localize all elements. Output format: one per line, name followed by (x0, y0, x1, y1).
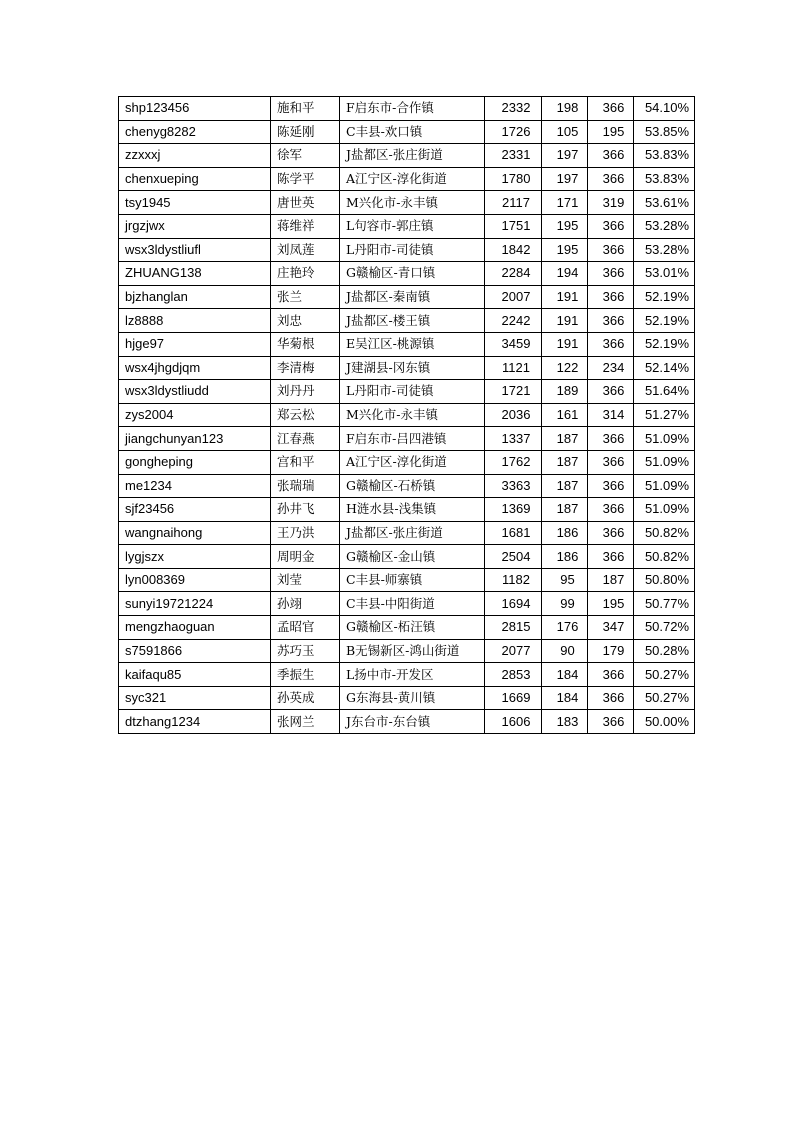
cell-count: 176 (542, 616, 588, 640)
cell-rate: 51.64% (634, 380, 695, 404)
cell-rate: 53.61% (634, 191, 695, 215)
table-row (119, 144, 695, 168)
cell-rate: 50.80% (634, 568, 695, 592)
cell-count: 183 (542, 710, 588, 734)
cell-rate: 51.09% (634, 498, 695, 522)
cell-username: tsy1945 (119, 191, 271, 215)
cell-rate: 50.82% (634, 521, 695, 545)
cell-total: 366 (588, 238, 634, 262)
cell-rate: 53.01% (634, 262, 695, 286)
cell-area: F启东市-吕四港镇 (340, 427, 485, 451)
cell-username: hjge97 (119, 332, 271, 356)
cell-count: 195 (542, 238, 588, 262)
cell-count: 184 (542, 663, 588, 687)
cell-username: wangnaihong (119, 521, 271, 545)
cell-username: syc321 (119, 686, 271, 710)
cell-name: 施和平 (271, 97, 340, 121)
cell-name: 郑云松 (271, 403, 340, 427)
cell-count: 195 (542, 214, 588, 238)
cell-name: 刘忠 (271, 309, 340, 333)
cell-score: 1669 (485, 686, 542, 710)
cell-name: 徐军 (271, 144, 340, 168)
cell-count: 197 (542, 144, 588, 168)
cell-name: 陈学平 (271, 167, 340, 191)
cell-rate: 53.83% (634, 167, 695, 191)
cell-score: 3459 (485, 332, 542, 356)
cell-name: 蒋维祥 (271, 214, 340, 238)
cell-username: bjzhanglan (119, 285, 271, 309)
cell-username: jrgzjwx (119, 214, 271, 238)
cell-count: 187 (542, 450, 588, 474)
cell-name: 张兰 (271, 285, 340, 309)
cell-total: 366 (588, 309, 634, 333)
cell-score: 1751 (485, 214, 542, 238)
cell-rate: 54.10% (634, 97, 695, 121)
cell-area: A江宁区-淳化街道 (340, 167, 485, 191)
cell-total: 366 (588, 262, 634, 286)
cell-count: 186 (542, 545, 588, 569)
cell-score: 1721 (485, 380, 542, 404)
table-row (119, 545, 695, 569)
cell-rate: 53.83% (634, 144, 695, 168)
cell-username: zzxxxj (119, 144, 271, 168)
cell-rate: 53.28% (634, 238, 695, 262)
table-row (119, 498, 695, 522)
table-row (119, 686, 695, 710)
cell-username: gongheping (119, 450, 271, 474)
cell-total: 187 (588, 568, 634, 592)
cell-total: 366 (588, 545, 634, 569)
table-row (119, 356, 695, 380)
cell-total: 347 (588, 616, 634, 640)
cell-count: 187 (542, 474, 588, 498)
cell-username: dtzhang1234 (119, 710, 271, 734)
cell-name: 孙翊 (271, 592, 340, 616)
cell-area: E吴江区-桃源镇 (340, 332, 485, 356)
table-row (119, 262, 695, 286)
cell-name: 季振生 (271, 663, 340, 687)
cell-score: 2007 (485, 285, 542, 309)
cell-total: 366 (588, 167, 634, 191)
table-row (119, 592, 695, 616)
cell-score: 1121 (485, 356, 542, 380)
table-row (119, 403, 695, 427)
cell-count: 191 (542, 332, 588, 356)
cell-count: 95 (542, 568, 588, 592)
cell-score: 2077 (485, 639, 542, 663)
cell-rate: 52.19% (634, 309, 695, 333)
cell-rate: 53.85% (634, 120, 695, 144)
cell-username: me1234 (119, 474, 271, 498)
cell-area: G东海县-黄川镇 (340, 686, 485, 710)
table-row (119, 663, 695, 687)
cell-name: 刘凤莲 (271, 238, 340, 262)
cell-username: ZHUANG138 (119, 262, 271, 286)
cell-username: sjf23456 (119, 498, 271, 522)
cell-rate: 51.09% (634, 427, 695, 451)
cell-username: lyn008369 (119, 568, 271, 592)
cell-total: 366 (588, 686, 634, 710)
cell-area: M兴化市-永丰镇 (340, 191, 485, 215)
cell-count: 184 (542, 686, 588, 710)
cell-count: 105 (542, 120, 588, 144)
cell-username: jiangchunyan123 (119, 427, 271, 451)
table-row (119, 97, 695, 121)
cell-area: M兴化市-永丰镇 (340, 403, 485, 427)
cell-name: 孙井飞 (271, 498, 340, 522)
cell-name: 苏巧玉 (271, 639, 340, 663)
cell-area: J建湖县-冈东镇 (340, 356, 485, 380)
cell-total: 366 (588, 144, 634, 168)
cell-score: 1337 (485, 427, 542, 451)
cell-score: 2332 (485, 97, 542, 121)
table-row (119, 710, 695, 734)
cell-area: G赣榆区-柘汪镇 (340, 616, 485, 640)
cell-score: 2331 (485, 144, 542, 168)
cell-total: 366 (588, 663, 634, 687)
cell-username: sunyi19721224 (119, 592, 271, 616)
cell-name: 李清梅 (271, 356, 340, 380)
cell-score: 2815 (485, 616, 542, 640)
table-row (119, 120, 695, 144)
cell-name: 孙英成 (271, 686, 340, 710)
cell-total: 366 (588, 214, 634, 238)
cell-area: A江宁区-淳化街道 (340, 450, 485, 474)
cell-username: lygjszx (119, 545, 271, 569)
cell-rate: 50.82% (634, 545, 695, 569)
cell-count: 191 (542, 309, 588, 333)
cell-area: J盐都区-楼王镇 (340, 309, 485, 333)
cell-count: 187 (542, 498, 588, 522)
cell-score: 1762 (485, 450, 542, 474)
cell-total: 314 (588, 403, 634, 427)
cell-username: s7591866 (119, 639, 271, 663)
cell-name: 江春燕 (271, 427, 340, 451)
table-row (119, 427, 695, 451)
table-row (119, 214, 695, 238)
cell-total: 366 (588, 97, 634, 121)
cell-total: 195 (588, 592, 634, 616)
table-row (119, 380, 695, 404)
cell-rate: 51.09% (634, 474, 695, 498)
cell-username: wsx3ldystliudd (119, 380, 271, 404)
table-row (119, 332, 695, 356)
cell-score: 1606 (485, 710, 542, 734)
cell-score: 2504 (485, 545, 542, 569)
cell-name: 宫和平 (271, 450, 340, 474)
cell-area: J盐都区-秦南镇 (340, 285, 485, 309)
cell-area: F启东市-合作镇 (340, 97, 485, 121)
table-row (119, 309, 695, 333)
cell-score: 1182 (485, 568, 542, 592)
table-row (119, 616, 695, 640)
cell-rate: 51.09% (634, 450, 695, 474)
cell-rate: 50.77% (634, 592, 695, 616)
cell-username: chenyg8282 (119, 120, 271, 144)
cell-count: 171 (542, 191, 588, 215)
cell-area: C丰县-师寨镇 (340, 568, 485, 592)
table-body (119, 97, 695, 734)
table-row (119, 521, 695, 545)
cell-count: 189 (542, 380, 588, 404)
cell-score: 1369 (485, 498, 542, 522)
cell-area: G赣榆区-金山镇 (340, 545, 485, 569)
cell-area: J盐都区-张庄街道 (340, 144, 485, 168)
cell-total: 234 (588, 356, 634, 380)
cell-username: wsx3ldystliufl (119, 238, 271, 262)
cell-username: kaifaqu85 (119, 663, 271, 687)
cell-total: 366 (588, 450, 634, 474)
cell-username: chenxueping (119, 167, 271, 191)
cell-area: G赣榆区-青口镇 (340, 262, 485, 286)
table-row (119, 474, 695, 498)
ranking-table (118, 96, 695, 734)
cell-area: G赣榆区-石桥镇 (340, 474, 485, 498)
cell-name: 刘莹 (271, 568, 340, 592)
cell-name: 陈延刚 (271, 120, 340, 144)
cell-name: 唐世英 (271, 191, 340, 215)
table-row (119, 191, 695, 215)
cell-score: 3363 (485, 474, 542, 498)
cell-score: 1842 (485, 238, 542, 262)
cell-name: 孟昭官 (271, 616, 340, 640)
cell-rate: 52.14% (634, 356, 695, 380)
cell-total: 366 (588, 498, 634, 522)
cell-total: 366 (588, 427, 634, 451)
table-row (119, 639, 695, 663)
cell-total: 319 (588, 191, 634, 215)
cell-score: 2284 (485, 262, 542, 286)
table-row (119, 568, 695, 592)
cell-rate: 51.27% (634, 403, 695, 427)
table-row (119, 167, 695, 191)
cell-area: H涟水县-浅集镇 (340, 498, 485, 522)
cell-total: 366 (588, 332, 634, 356)
cell-count: 186 (542, 521, 588, 545)
cell-rate: 50.27% (634, 686, 695, 710)
cell-name: 张瑞瑞 (271, 474, 340, 498)
cell-count: 197 (542, 167, 588, 191)
cell-total: 366 (588, 380, 634, 404)
cell-area: J东台市-东台镇 (340, 710, 485, 734)
cell-area: L扬中市-开发区 (340, 663, 485, 687)
cell-count: 90 (542, 639, 588, 663)
cell-area: L句容市-郭庄镇 (340, 214, 485, 238)
cell-count: 99 (542, 592, 588, 616)
cell-name: 庄艳玲 (271, 262, 340, 286)
cell-total: 366 (588, 474, 634, 498)
cell-count: 194 (542, 262, 588, 286)
cell-score: 2853 (485, 663, 542, 687)
cell-total: 366 (588, 710, 634, 734)
cell-count: 191 (542, 285, 588, 309)
cell-username: shp123456 (119, 97, 271, 121)
cell-count: 187 (542, 427, 588, 451)
cell-score: 1780 (485, 167, 542, 191)
cell-username: zys2004 (119, 403, 271, 427)
cell-area: C丰县-中阳街道 (340, 592, 485, 616)
cell-rate: 52.19% (634, 285, 695, 309)
cell-score: 1681 (485, 521, 542, 545)
cell-rate: 53.28% (634, 214, 695, 238)
cell-total: 179 (588, 639, 634, 663)
table-row (119, 285, 695, 309)
cell-name: 刘丹丹 (271, 380, 340, 404)
cell-area: L丹阳市-司徒镇 (340, 238, 485, 262)
cell-rate: 52.19% (634, 332, 695, 356)
cell-rate: 50.28% (634, 639, 695, 663)
table-row (119, 450, 695, 474)
cell-name: 周明金 (271, 545, 340, 569)
cell-count: 198 (542, 97, 588, 121)
cell-score: 1726 (485, 120, 542, 144)
cell-score: 2242 (485, 309, 542, 333)
cell-count: 161 (542, 403, 588, 427)
cell-total: 366 (588, 521, 634, 545)
table-row (119, 238, 695, 262)
cell-score: 2036 (485, 403, 542, 427)
cell-area: B无锡新区-鸿山街道 (340, 639, 485, 663)
cell-score: 1694 (485, 592, 542, 616)
cell-area: J盐都区-张庄街道 (340, 521, 485, 545)
cell-name: 华菊根 (271, 332, 340, 356)
cell-total: 366 (588, 285, 634, 309)
cell-score: 2117 (485, 191, 542, 215)
cell-rate: 50.27% (634, 663, 695, 687)
cell-count: 122 (542, 356, 588, 380)
cell-area: C丰县-欢口镇 (340, 120, 485, 144)
cell-username: lz8888 (119, 309, 271, 333)
cell-total: 195 (588, 120, 634, 144)
cell-name: 王乃洪 (271, 521, 340, 545)
cell-username: mengzhaoguan (119, 616, 271, 640)
cell-username: wsx4jhgdjqm (119, 356, 271, 380)
cell-rate: 50.00% (634, 710, 695, 734)
cell-rate: 50.72% (634, 616, 695, 640)
cell-area: L丹阳市-司徒镇 (340, 380, 485, 404)
cell-name: 张网兰 (271, 710, 340, 734)
